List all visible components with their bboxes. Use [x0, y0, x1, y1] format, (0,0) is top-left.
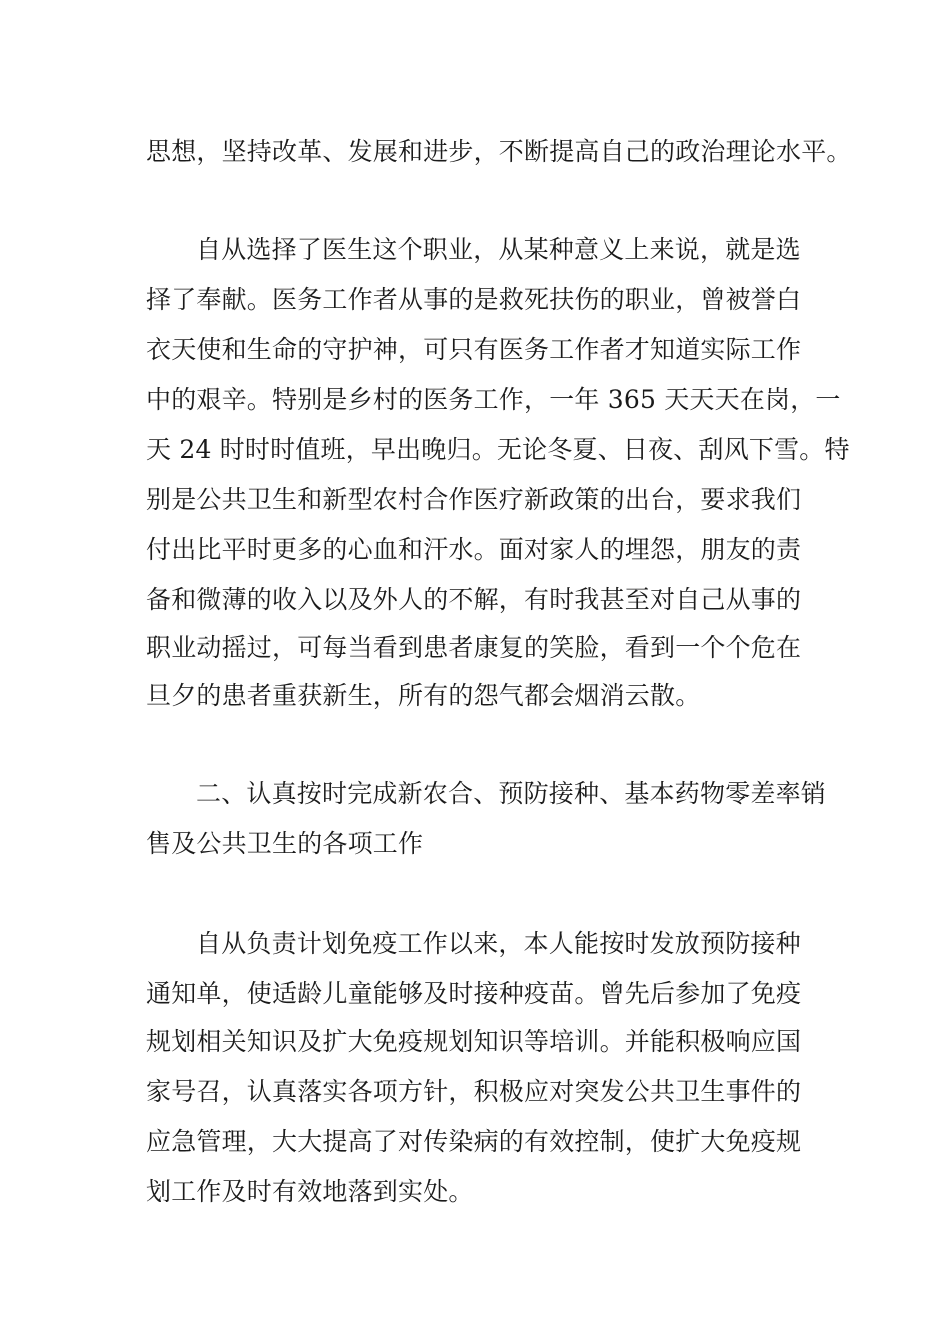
paragraph-line: 通知单，使适龄儿童能够及时接种疫苗。曾先后参加了免疫: [146, 979, 802, 1008]
section-heading-line: 售及公共卫生的各项工作: [146, 829, 424, 858]
paragraph-line: 择了奉献。医务工作者从事的是救死扶伤的职业，曾被誉白: [146, 285, 802, 314]
paragraph-line: 家号召，认真落实各项方针，积极应对突发公共卫生事件的: [146, 1077, 802, 1106]
paragraph-line: 天 24 时时时值班，早出晚归。无论冬夏、日夜、刮风下雪。特: [146, 435, 850, 464]
paragraph-line: 划工作及时有效地落到实处。: [146, 1177, 474, 1206]
paragraph-line: 自从选择了医生这个职业，从某种意义上来说，就是选: [196, 235, 801, 264]
paragraph-line: 中的艰辛。特别是乡村的医务工作，一年 365 天天天在岗，一: [146, 385, 841, 414]
paragraph-line: 备和微薄的收入以及外人的不解，有时我甚至对自己从事的: [146, 585, 802, 614]
paragraph-line: 别是公共卫生和新型农村合作医疗新政策的出台，要求我们: [146, 485, 802, 514]
paragraph-line: 应急管理，大大提高了对传染病的有效控制，使扩大免疫规: [146, 1127, 802, 1156]
paragraph-line: 职业动摇过，可每当看到患者康复的笑脸，看到一个个危在: [146, 633, 802, 662]
section-heading-line: 二、认真按时完成新农合、预防接种、基本药物零差率销: [196, 779, 827, 808]
paragraph-line: 自从负责计划免疫工作以来，本人能按时发放预防接种: [196, 929, 801, 958]
paragraph-line: 旦夕的患者重获新生，所有的怨气都会烟消云散。: [146, 681, 701, 710]
paragraph-line: 付出比平时更多的心血和汗水。面对家人的埋怨，朋友的责: [146, 535, 802, 564]
paragraph-line: 衣天使和生命的守护神，可只有医务工作者才知道实际工作: [146, 335, 802, 364]
paragraph-continuation-line: 思想，坚持改革、发展和进步，不断提高自己的政治理论水平。: [146, 137, 852, 166]
paragraph-line: 规划相关知识及扩大免疫规划知识等培训。并能积极响应国: [146, 1027, 802, 1056]
